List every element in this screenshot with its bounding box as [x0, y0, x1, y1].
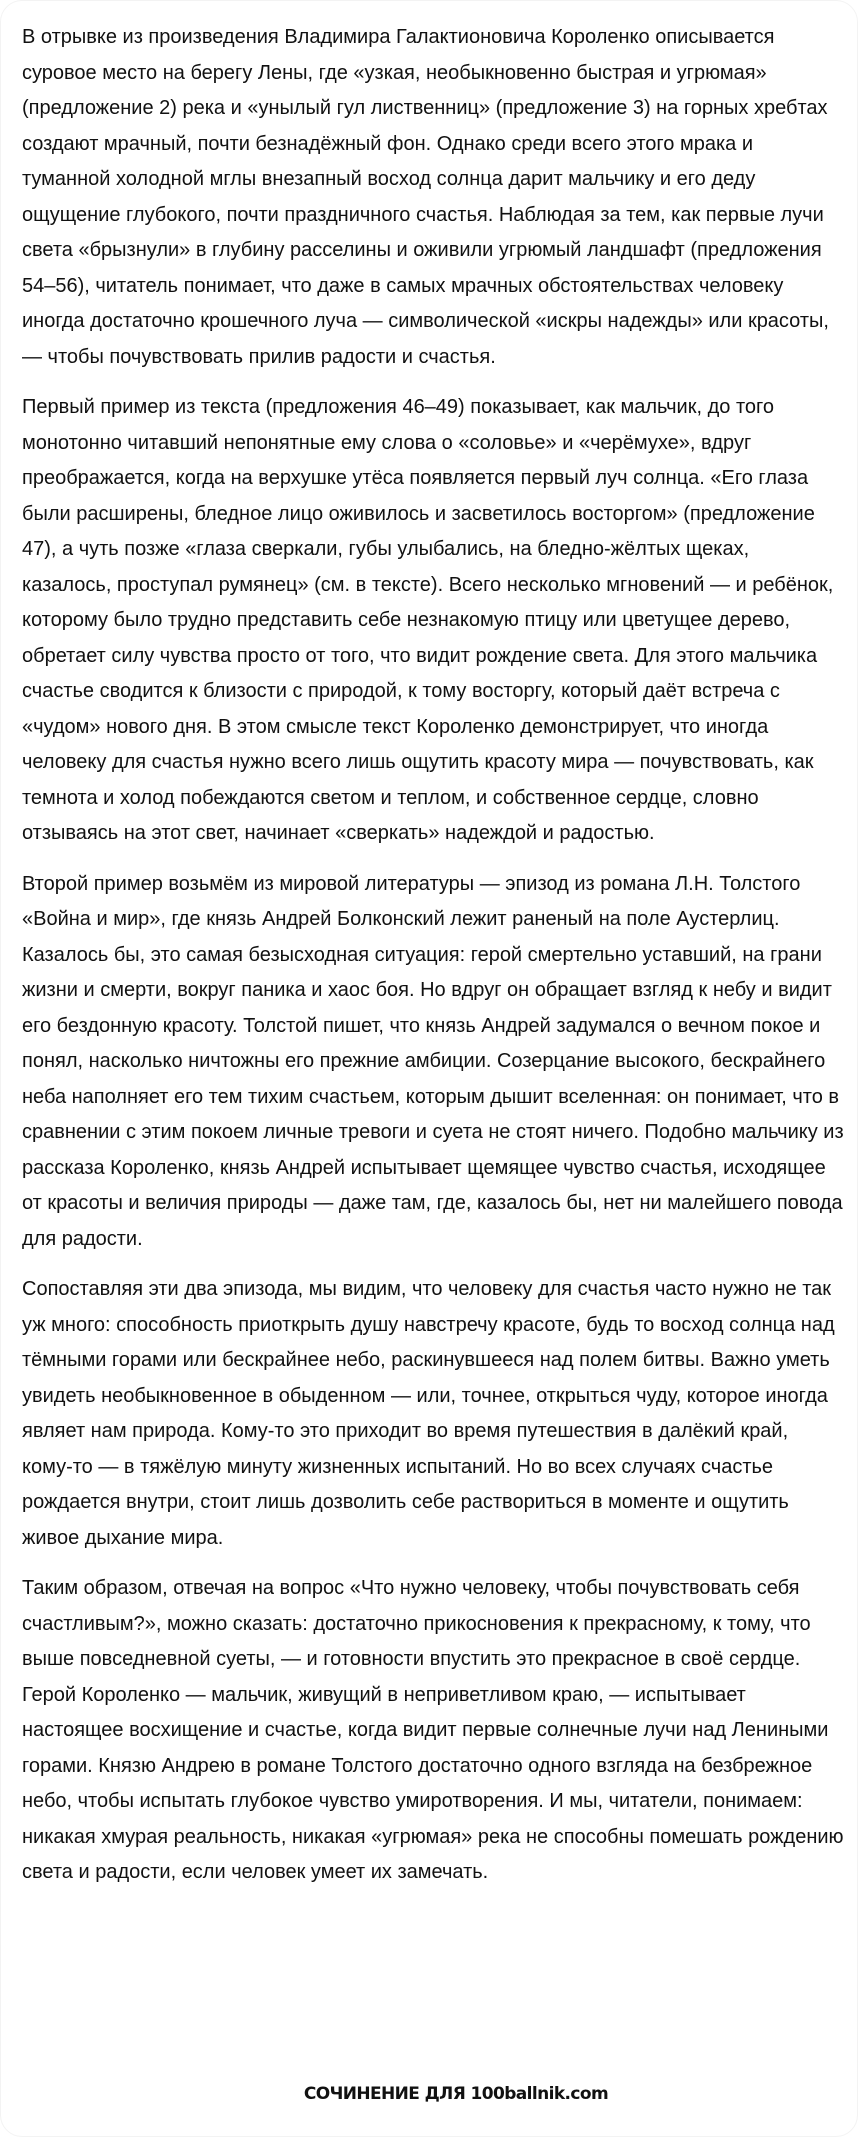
essay-body [22, 20, 844, 1906]
essay-paragraph-4: Сопоставляя эти два эпизода, мы видим, что человеку для счастья часто нужно не так уж много: способность приоткрыть душу навстречу красоте, будь то восход солнца над тёмными горами или бескрайнее небо, раскинувшееся над полем битвы. Важно уметь увидеть необыкновенное в обыденном — или, точнее, открыться чуду, которое иногда являет нам природа. Кому-то это приходит во время путешествия в далёкий край, кому-то — в тяжёлую минуту жизненных испытаний. Но во всех случаях счастье рождается внутри, стоит лишь дозволить себе раствориться в моменте и ощутить живое дыхание мира. [22, 1278, 835, 1549]
footer-credit: СОЧИНЕНИЕ ДЛЯ 100ballnik.com [303, 2084, 609, 2104]
essay-paragraph-2: Первый пример из текста (предложения 46–49) показывает, как мальчик, до того монотонно читавший непонятные ему слова о «соловье» и «черёмухе», вдруг преображается, когда на верхушке утёса появляется первый луч солнца. «Его глаза были расширены, бледное лицо оживилось и засветилось восторгом» (предложение 47), а чуть позже «глаза сверкали, губы улыбались, на бледно-жёлтых щеках, казалось, проступал румянец» (см. в тексте). Всего несколько мгновений — и ребёнок, которому было трудно представить себе незнакомую птицу или цветущее дерево, обретает силу чувства просто от того, что видит рождение света. Для этого мальчика счастье сводится к близости с природой, к тому восторгу, который даёт встреча с «чудом» нового дня. В этом смысле текст Короленко демонстрирует, что иногда человеку для счастья нужно всего лишь ощутить красоту мира — почувствовать, как темнота и холод побеждаются светом и теплом, и собственное сердце, словно отзываясь на этот свет, начинает «сверкать» надеждой и радостью. [22, 396, 834, 844]
essay-paragraph-3: Второй пример возьмём из мировой литературы — эпизод из романа Л.Н. Толстого «Война и мир», где князь Андрей Болконский лежит раненый на поле Аустерлиц. Казалось бы, это самая безысходная ситуация: герой смертельно уставший, на грани жизни и смерти, вокруг паника и хаос боя. Но вдруг он обращает взгляд к небу и видит его бездонную красоту. Толстой пишет, что князь Андрей задумался о вечном покое и понял, насколько ничтожны его прежние амбиции. Созерцание высокого, бескрайнего неба наполняет его тем тихим счастьем, которым дышит вселенная: он понимает, что в сравнении с этим покоем личные тревоги и суета не стоят ничего. Подобно мальчику из рассказа Короленко, князь Андрей испытывает щемящее чувство счастья, исходящее от красоты и величия природы — даже там, где, казалось бы, нет ни малейшего повода для радости. [22, 872, 844, 1250]
essay-paragraph-1: В отрывке из произведения Владимира Галактионовича Короленко описывается суровое место на берегу Лены, где «узкая, необыкновенно быстрая и угрюмая» (предложение 2) река и «унылый гул лиственниц» (предложение 3) на горных хребтах создают мрачный, почти безнадёжный фон. Однако среди всего этого мрака и туманной холодной мглы внезапный восход солнца дарит мальчику и его деду ощущение глубокого, почти праздничного счастья. Наблюдая за тем, как первые лучи света «брызнули» в глубину расселины и оживили угрюмый ландшафт (предложения 54–56), читатель понимает, что даже в самых мрачных обстоятельствах человеку иногда достаточно крошечного луча — символической «искры надежды» или красоты, — чтобы почувствовать прилив радости и счастья. [22, 26, 829, 368]
essay-paragraph-5: Таким образом, отвечая на вопрос «Что нужно человеку, чтобы почувствовать себя счастливым?», можно сказать: достаточно прикосновения к прекрасному, к тому, что выше повседневной суеты, — и готовности впустить это прекрасное в своё сердце. Герой Короленко — мальчик, живущий в неприветливом краю, — испытывает настоящее восхищение и счастье, когда видит первые солнечные лучи над Лениными горами. Князю Андрею в романе Толстого достаточно одного взгляда на безбрежное небо, чтобы испытать глубокое чувство умиротворения. И мы, читатели, понимаем: никакая хмурая реальность, никакая «угрюмая» река не способны помешать рождению света и радости, если человек умеет их замечать. [22, 1577, 844, 1883]
